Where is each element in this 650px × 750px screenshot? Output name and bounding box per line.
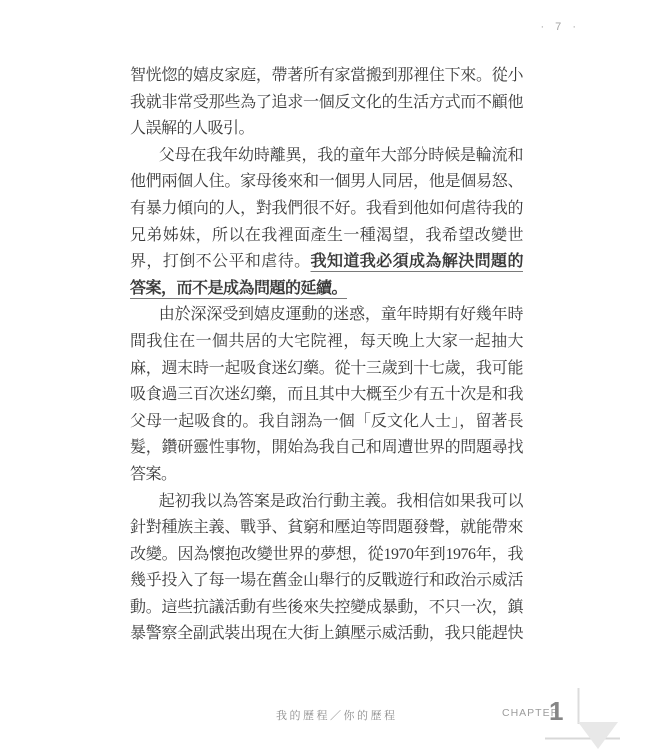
text-segment: 他們兩個人住。家母後來和一個男人同居，他是個易怒、	[130, 173, 523, 191]
text-segment: 由於深深受到嬉皮運動的迷惑，童年時期有好幾年時	[158, 306, 523, 324]
text-segment: 吸食過三百次迷幻藥，而且其中大概至少有五十次是和我	[130, 386, 523, 404]
text-line	[130, 196, 523, 223]
body-text	[130, 63, 523, 648]
text-line	[130, 223, 523, 250]
text-segment: 答案。	[130, 465, 177, 483]
text-line	[130, 621, 523, 648]
text-line	[130, 489, 523, 516]
text-segment: 智恍惚的嬉皮家庭，帶著所有家當搬到那裡住下來。從小	[130, 67, 523, 84]
text-segment: 父母在我年幼時離異，我的童年大部分時候是輪流和	[158, 146, 523, 164]
text-segment: 改變。因為懷抱改變世界的夢想，從1970年到1976年，我	[130, 545, 523, 563]
text-line	[130, 356, 523, 383]
text-segment: 我就非常受那些為了追求一個反文化的生活方式而不顧他	[130, 93, 523, 111]
emphasized-text: 我知道我必須成為解決問題的	[310, 253, 523, 271]
text-line	[130, 542, 523, 569]
text-line	[130, 435, 523, 462]
text-line	[130, 568, 523, 595]
text-line	[130, 249, 523, 276]
text-segment: 幾乎投入了每一場在舊金山舉行的反戰遊行和政治示威活	[130, 572, 523, 590]
text-segment: 人誤解的人吸引。	[130, 120, 255, 138]
text-segment: 父母一起吸食的。我自詡為一個「反文化人士」，留著長	[130, 412, 523, 430]
text-segment: 針對種族主義、戰爭、貧窮和壓迫等問題發聲，就能帶來	[130, 519, 523, 537]
page-number: · 7 ·	[540, 21, 580, 33]
text-segment: 界，打倒不公平和虐待。	[130, 253, 311, 271]
text-segment: 麻，週末時一起吸食迷幻藥。從十三歲到十七歲，我可能	[130, 359, 523, 377]
text-segment: 髮，鑽研靈性事物，開始為我自己和周遭世界的問題尋找	[130, 439, 523, 457]
text-line	[130, 515, 523, 542]
text-segment: 暴警察全副武裝出現在大街上鎮壓示威活動，我只能趕快	[130, 625, 523, 643]
text-line	[130, 143, 523, 170]
text-line	[130, 329, 523, 356]
text-line	[130, 90, 523, 117]
text-line	[130, 409, 523, 436]
chapter-corner-decoration-icon	[530, 680, 650, 750]
text-line	[130, 595, 523, 622]
text-segment: 動。這些抗議活動有些後來失控變成暴動，不只一次，鎮	[130, 598, 523, 616]
text-segment: 起初我以為答案是政治行動主義。我相信如果我可以	[158, 492, 523, 510]
emphasized-text: 答案，而不是成為問題的延續。	[130, 279, 348, 297]
text-line	[130, 116, 523, 143]
running-title: 我的歷程／你的歷程	[276, 710, 398, 722]
text-segment: 有暴力傾向的人，對我們很不好。我看到他如何虐待我的	[130, 199, 523, 217]
text-line	[130, 462, 523, 489]
chapter-number: 1	[549, 696, 564, 726]
text-line	[130, 63, 523, 90]
text-segment: 兄弟姊妹，所以在我裡面產生一種渴望，我希望改變世	[130, 226, 523, 244]
text-line	[130, 169, 523, 196]
text-segment: 間我住在一個共居的大宅院裡，每天晚上大家一起抽大	[130, 332, 523, 350]
chapter-label: CHAPTER	[502, 707, 560, 719]
text-line	[130, 382, 523, 409]
text-line	[130, 276, 523, 303]
text-line	[130, 302, 523, 329]
